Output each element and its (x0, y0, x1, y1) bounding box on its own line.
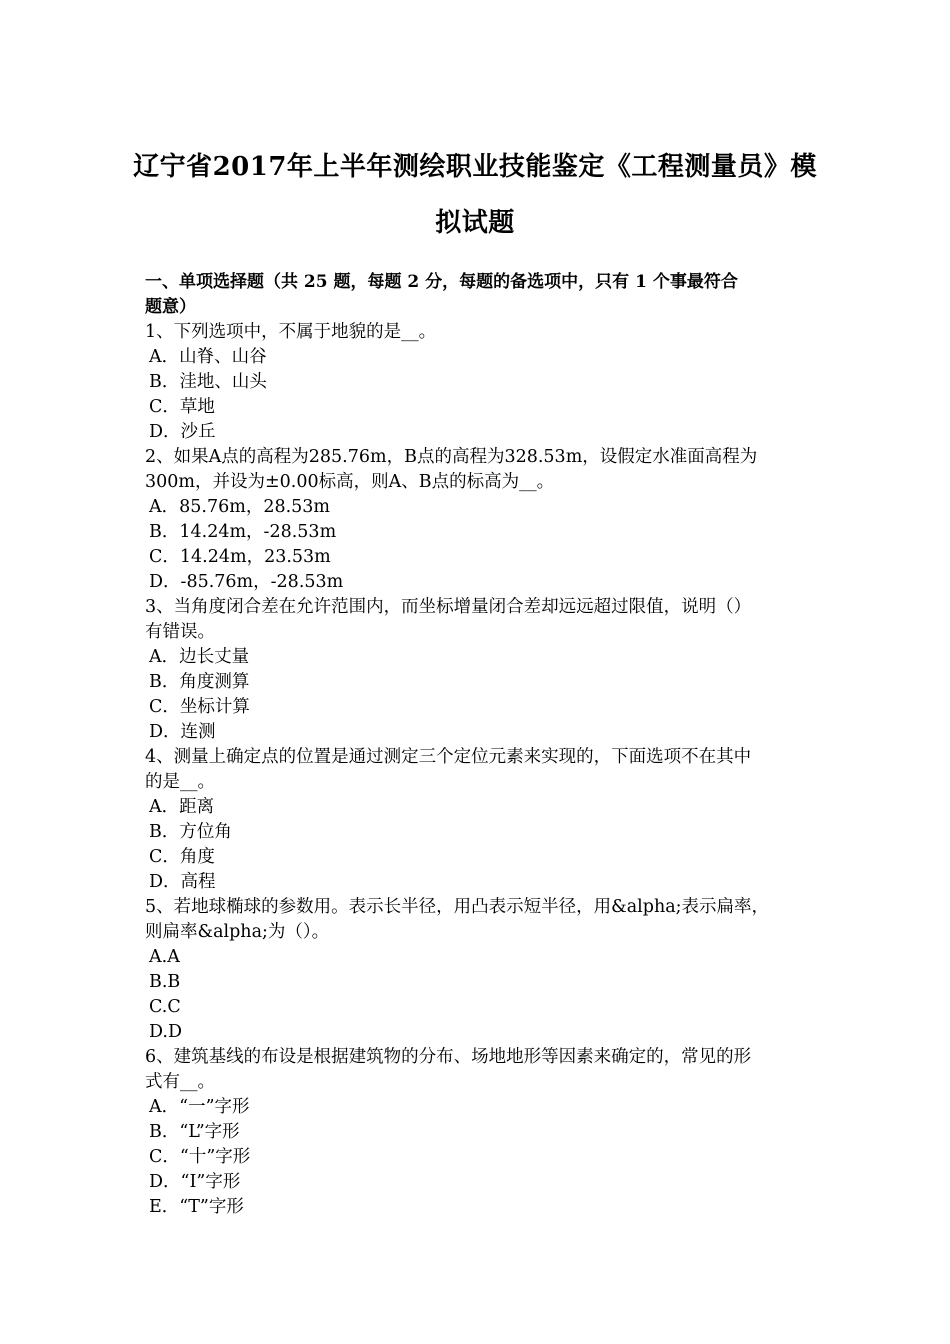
option-b: B．方位角 (149, 822, 232, 842)
question-text: 3、当角度闭合差在允许范围内，而坐标增量闭合差却远远超过限值，说明（） (145, 597, 752, 617)
option-d: D．沙丘 (149, 422, 216, 442)
section-heading: 一、单项选择题（共 25 题，每题 2 分，每题的备选项中，只有 1 个事最符合 (145, 272, 738, 292)
option-d: D．连测 (149, 722, 216, 742)
question-text-cont: 则扁率&alpha;为（）。 (145, 922, 330, 942)
option-d: D．-85.76m，-28.53m (149, 572, 344, 592)
option-d: D．高程 (149, 872, 216, 892)
section-heading-cont: 题意） (145, 297, 196, 317)
question-text-cont: 式有__。 (145, 1072, 215, 1092)
option-c: C．草地 (149, 397, 215, 417)
option-b: B．角度测算 (149, 672, 250, 692)
option-b: B．“L”字形 (149, 1122, 240, 1142)
option-a: A．85.76m，28.53m (149, 497, 331, 517)
question-4 (145, 745, 817, 895)
question-text: 1、下列选项中，不属于地貌的是__。 (145, 322, 437, 342)
option-a: A．山脊、山谷 (149, 347, 267, 367)
question-text-cont: 有错误。 (145, 622, 215, 642)
option-a: A.A (149, 947, 180, 967)
document-title-line1: 辽宁省2017年上半年测绘职业技能鉴定《工程测量员》模 (133, 152, 817, 182)
option-b: B．洼地、山头 (149, 372, 267, 392)
document-title-line2: 拟试题 (435, 208, 515, 238)
document-body (145, 270, 817, 1220)
question-1 (145, 320, 817, 445)
question-text: 5、若地球椭球的参数用。表示长半径，用凸表示短半径，用&alpha;表示扁率， (145, 897, 770, 917)
option-b: B．14.24m，-28.53m (149, 522, 337, 542)
option-c: C．“十”字形 (149, 1147, 251, 1167)
question-text-cont: 300m，并设为±0.00标高，则A、B点的标高为__。 (145, 472, 555, 492)
option-d: D.D (149, 1022, 183, 1042)
question-3 (145, 595, 817, 745)
question-text: 4、测量上确定点的位置是通过测定三个定位元素来实现的，下面选项不在其中 (145, 747, 752, 767)
option-e: E．“T”字形 (149, 1197, 244, 1217)
question-text: 6、建筑基线的布设是根据建筑物的分布、场地地形等因素来确定的，常见的形 (145, 1047, 752, 1067)
option-c: C．角度 (149, 847, 215, 867)
option-b: B.B (149, 972, 181, 992)
option-d: D．“I”字形 (149, 1172, 241, 1192)
question-text: 2、如果A点的高程为285.76m，B点的高程为328.53m，设假定水准面高程为 (145, 447, 758, 467)
option-c: C．14.24m，23.53m (149, 547, 331, 567)
question-text-cont: 的是__。 (145, 772, 215, 792)
question-5 (145, 895, 817, 1045)
option-a: A．边长丈量 (149, 647, 250, 667)
option-a: A．距离 (149, 797, 215, 817)
option-c: C．坐标计算 (149, 697, 250, 717)
question-2 (145, 445, 817, 595)
option-c: C.C (149, 997, 181, 1017)
question-6 (145, 1045, 817, 1220)
option-a: A．“一”字形 (149, 1097, 250, 1117)
